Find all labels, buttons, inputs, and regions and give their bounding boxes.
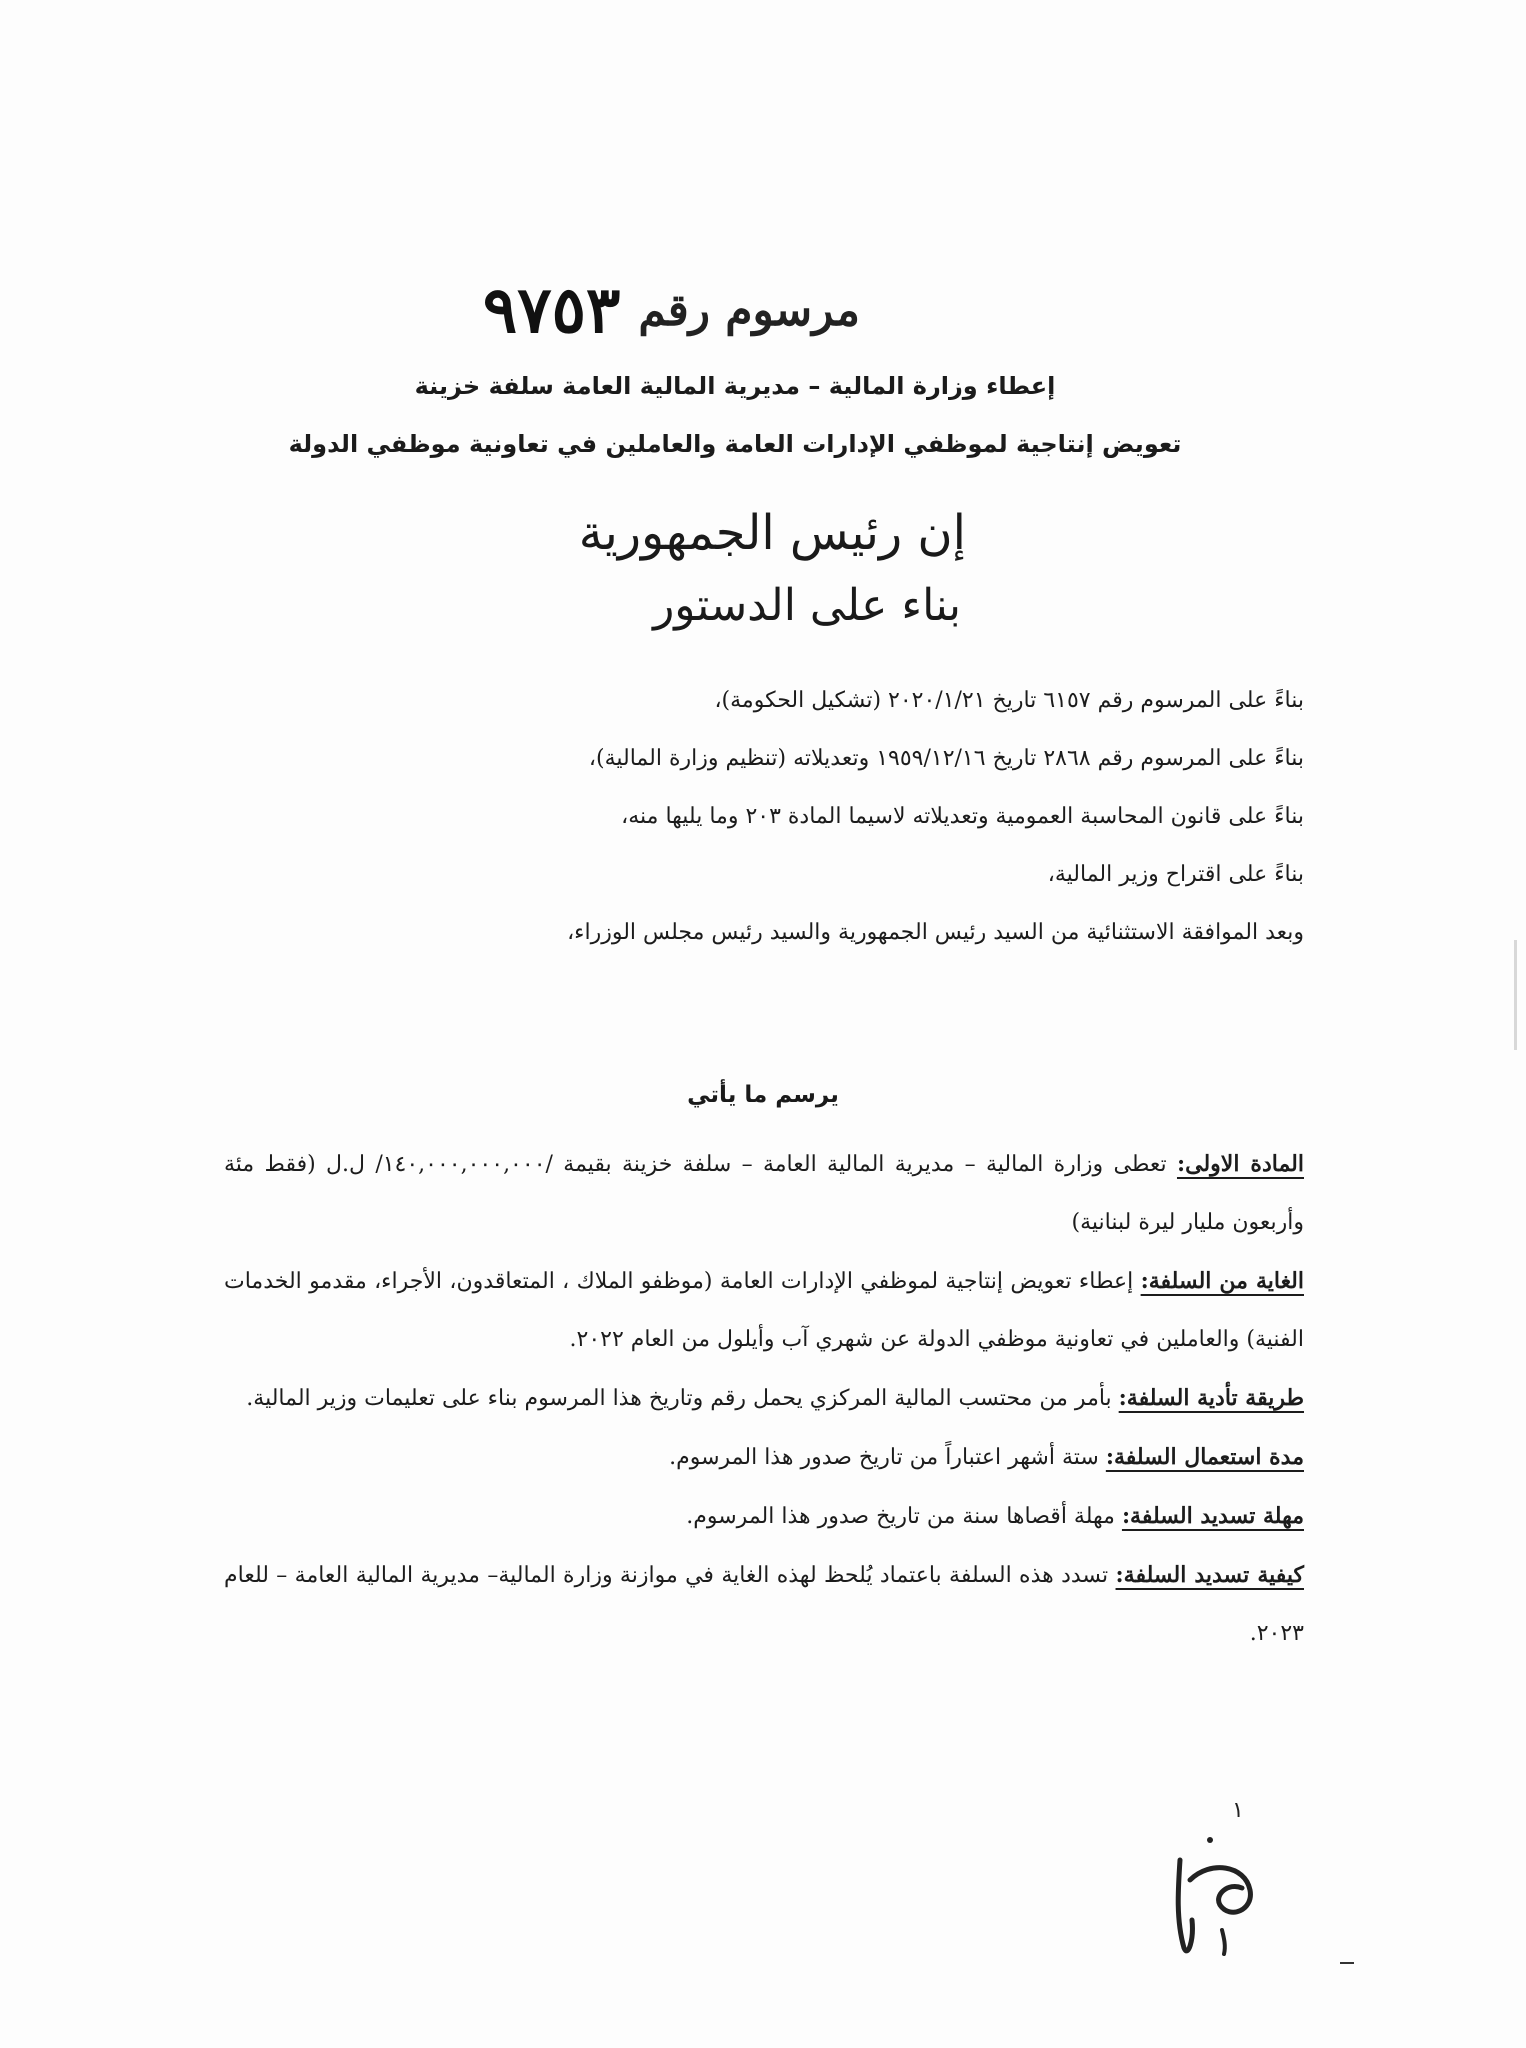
decree-number: ٩٧٥٣: [482, 272, 621, 348]
decree-number-heading: [420, 270, 860, 350]
article-paragraph: [224, 1369, 1304, 1428]
article-text: تسدد هذه السلفة باعتماد يُلحظ لهذه الغاية في موازنة وزارة المالية– مديرية المالية العامة – للعام ٢٠٢٣.: [224, 1563, 1304, 1646]
preamble-item: بناءً على المرسوم رقم ٢٨٦٨ تاريخ ١٩٥٩/١٢/١٦ وتعديلاته (تنظيم وزارة المالية)،: [588, 746, 1304, 771]
subtitle-line-1: إعطاء وزارة المالية – مديرية المالية العامة سلفة خزينة: [414, 372, 1056, 400]
articles-section: [224, 1135, 1304, 1663]
article-text: تعطى وزارة المالية – مديرية المالية العامة – سلفة خزينة بقيمة /١٤٠,٠٠٠,٠٠٠,٠٠٠/ ل.ل (فقط مئة وأربعون مليار ليرة لبنانية): [224, 1152, 1304, 1235]
article-text: ستة أشهر اعتباراً من تاريخ صدور هذا المرسوم.: [669, 1445, 1106, 1470]
signature-initials-icon: [1150, 1820, 1270, 1970]
preamble-item: بناءً على اقتراح وزير المالية،: [1047, 862, 1304, 887]
article-paragraph: [224, 1487, 1304, 1546]
decrees-heading: يرسم ما يأتي: [687, 1082, 839, 1108]
decree-label: مرسوم رقم: [638, 284, 860, 336]
preamble-list: [404, 672, 1304, 962]
article-term: طريقة تأدية السلفة:: [1118, 1385, 1304, 1411]
preamble-item: وبعد الموافقة الاستثنائية من السيد رئيس الجمهورية والسيد رئيس مجلس الوزراء،: [567, 920, 1304, 945]
article-term: المادة الاولى:: [1176, 1151, 1304, 1177]
article-paragraph: [224, 1428, 1304, 1487]
scan-edge-mark: [1514, 940, 1517, 1050]
article-text: إعطاء تعويض إنتاجية لموظفي الإدارات العامة (موظفو الملاك ، المتعاقدون، الأجراء، مقدمو الخدمات الفنية) والعاملين في تعاونية موظفي الدولة عن شهري آب وأيلول من العام ٢٠٢٢.: [224, 1269, 1304, 1352]
article-paragraph: [224, 1135, 1304, 1252]
preamble-item: بناءً على المرسوم رقم ٦١٥٧ تاريخ ٢٠٢٠/١/٢١ (تشكيل الحكومة)،: [714, 688, 1304, 713]
scan-bottom-mark: [1340, 1962, 1354, 1964]
article-text: بأمر من محتسب المالية المركزي يحمل رقم وتاريخ هذا المرسوم بناء على تعليمات وزير المالية.: [246, 1386, 1119, 1411]
page-number-mark: ١: [1232, 1798, 1244, 1823]
preamble-item: بناءً على قانون المحاسبة العمومية وتعديلاته لاسيما المادة ٢٠٣ وما يليها منه،: [621, 804, 1304, 829]
article-paragraph: [224, 1546, 1304, 1663]
article-text: مهلة أقصاها سنة من تاريخ صدور هذا المرسوم.: [686, 1504, 1122, 1529]
subtitle-line-2: تعويض إنتاجية لموظفي الإدارات العامة والعاملين في تعاونية موظفي الدولة: [288, 430, 1182, 458]
article-term: كيفية تسديد السلفة:: [1115, 1562, 1304, 1588]
article-paragraph: [224, 1252, 1304, 1369]
article-term: الغاية من السلفة:: [1140, 1268, 1304, 1294]
president-heading: إن رئيس الجمهورية: [578, 505, 966, 561]
constitution-heading: بناء على الدستور: [653, 580, 961, 631]
article-term: مدة استعمال السلفة:: [1105, 1444, 1304, 1470]
article-term: مهلة تسديد السلفة:: [1121, 1503, 1304, 1529]
